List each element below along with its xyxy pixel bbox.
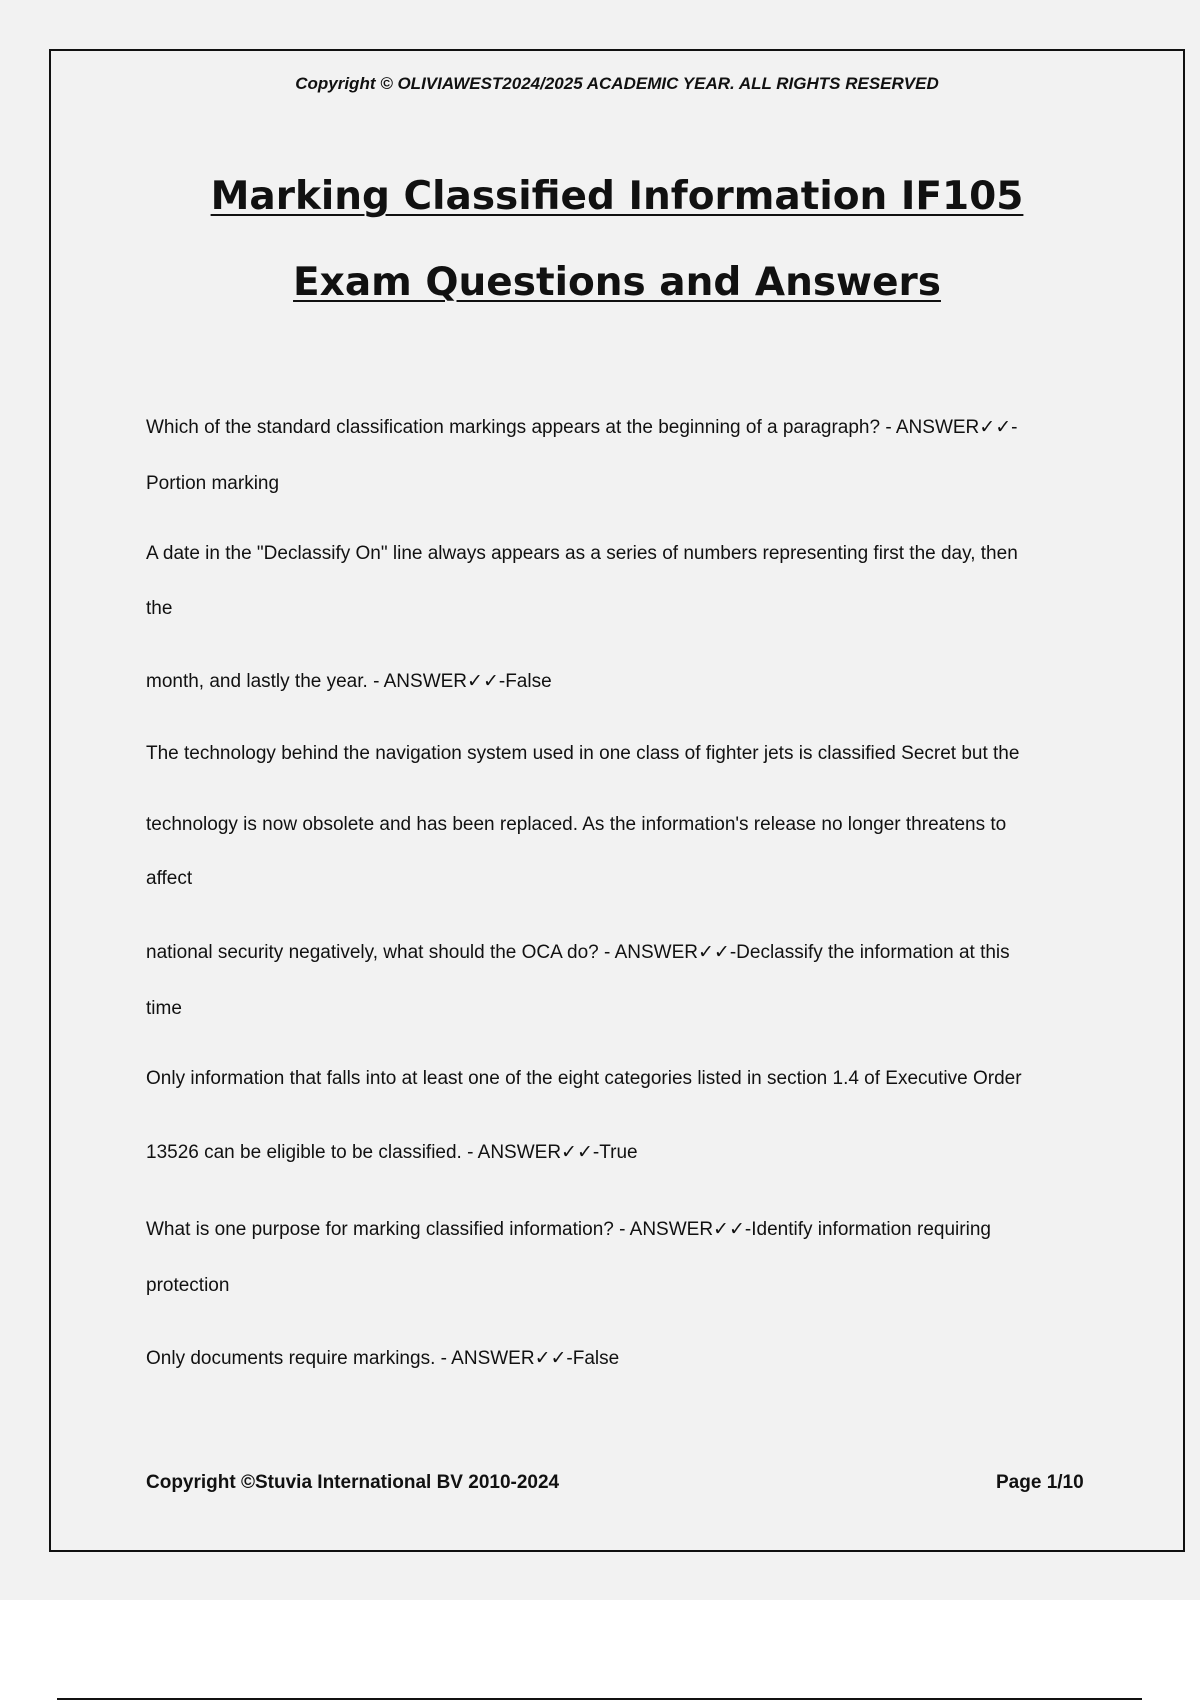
header-copyright: Copyright © OLIVIAWEST2024/2025 ACADEMIC YEAR. ALL RIGHTS RESERVED — [295, 74, 939, 93]
body-line: the — [146, 598, 173, 619]
body-line: time — [146, 998, 182, 1019]
body-line: Only documents require markings. - ANSWER✓✓-False — [146, 1348, 620, 1369]
body-line: protection — [146, 1275, 230, 1296]
document-title-line-1: Marking Classified Information IF105 — [210, 174, 1024, 219]
body-line: national security negatively, what should the OCA do? - ANSWER✓✓-Declassify the information at this — [146, 942, 1010, 963]
body-line: A date in the "Declassify On" line always appears as a series of numbers representing first the day, then — [146, 543, 1018, 564]
body-line: The technology behind the navigation system used in one class of fighter jets is classified Secret but the — [146, 743, 1020, 764]
body-line: 13526 can be eligible to be classified. - ANSWER✓✓-True — [146, 1142, 638, 1163]
page-number: Page 1/10 — [996, 1472, 1084, 1493]
body-line: Only information that falls into at least one of the eight categories listed in section 1.4 of Executive Order — [146, 1068, 1022, 1089]
body-line: Portion marking — [146, 473, 280, 494]
document-title-line-2: Exam Questions and Answers — [293, 260, 941, 305]
body-line: month, and lastly the year. - ANSWER✓✓-False — [146, 671, 552, 692]
body-line: Which of the standard classification markings appears at the beginning of a paragraph? - ANSWER✓✓- — [146, 417, 1018, 438]
body-line: technology is now obsolete and has been replaced. As the information's release no longer threatens to — [146, 814, 1007, 835]
footer-copyright: Copyright ©Stuvia International BV 2010-2024 — [146, 1472, 560, 1493]
body-line: affect — [146, 868, 193, 889]
body-line: What is one purpose for marking classified information? - ANSWER✓✓-Identify information requiring — [146, 1219, 991, 1240]
